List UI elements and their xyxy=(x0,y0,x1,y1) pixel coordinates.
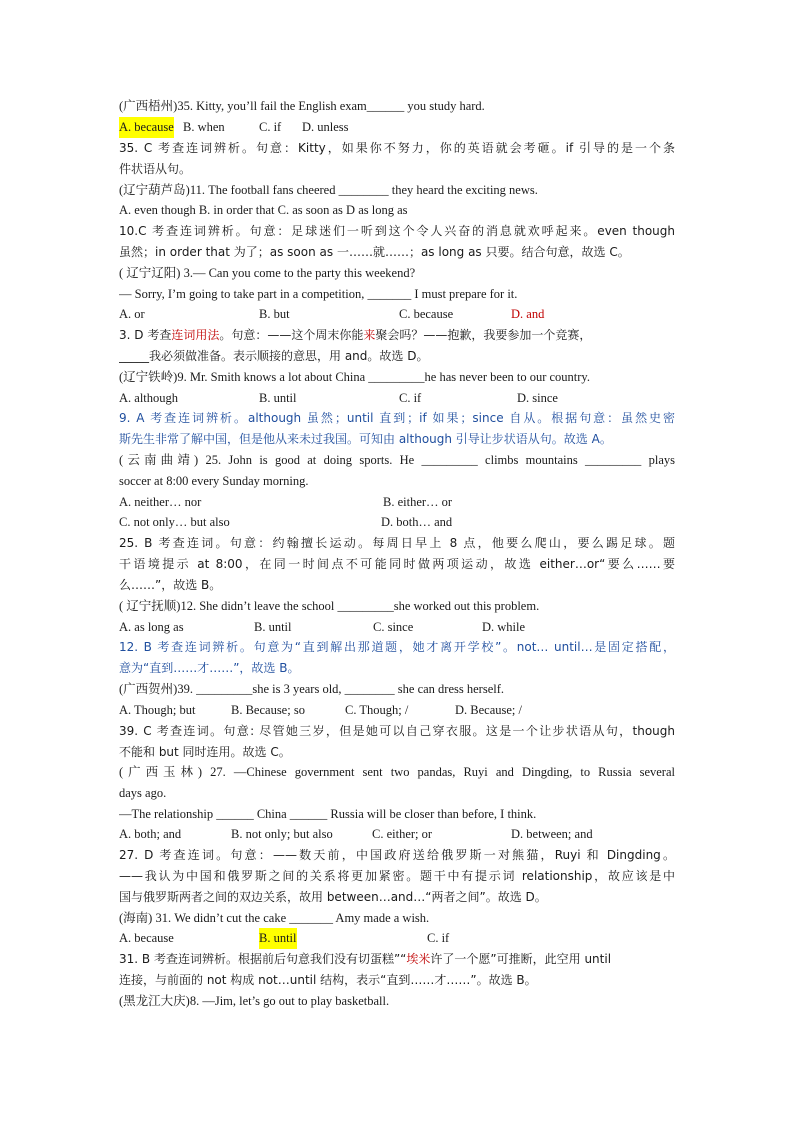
answer-explanation: ——我认为中国和俄罗斯之间的关系将更加紧密。题干中有提示词 relationship，故应该是中 xyxy=(119,869,675,883)
answer-explanation: 虽然；in order that 为了；as soon as 一……就……；as long as 只要。结合句意，故选 C。 xyxy=(119,245,630,259)
options-row xyxy=(119,304,675,325)
answer-explanation xyxy=(119,325,675,346)
question-stem: (黑龙江大庆)8. —Jim, let’s go out to play basketball. xyxy=(119,994,390,1008)
option-b: B. until xyxy=(254,620,292,634)
option-c: C. either; or xyxy=(372,827,433,841)
option-b: B. but xyxy=(259,307,290,321)
answer-explanation: 10.C 考查连词辨析。句意：足球迷们一听到这个令人兴奋的消息就欢呼起来。even though xyxy=(119,224,675,238)
options-row xyxy=(119,700,675,721)
option-c: C. since xyxy=(373,620,414,634)
answer-highlight: 连词用法 xyxy=(171,328,220,342)
answer-highlight: 来 xyxy=(363,328,376,342)
option-b: B. when xyxy=(183,120,225,134)
options-row xyxy=(119,512,675,533)
option-d: D. Because; / xyxy=(455,703,522,717)
option-a: A. although xyxy=(119,391,179,405)
answer-explanation: 斯先生非常了解中国，但是他从来未过我国。可知由 although 引导让步状语从句。故选 A。 xyxy=(119,432,612,446)
option-a: A. because xyxy=(119,117,174,138)
question-stem: (云南曲靖) 25. John is good at doing sports. He _________ climbs mountains _________ plays xyxy=(119,453,675,467)
question-stem: — Sorry, I’m going to take part in a competition, _______ I must prepare for it. xyxy=(119,287,518,301)
option-c: C. because xyxy=(399,307,454,321)
question-stem: (广西贺州)39. _________she is 3 years old, ________ she can dress herself. xyxy=(119,682,505,696)
option-b: B. not only; but also xyxy=(231,827,333,841)
option-a: A. or xyxy=(119,307,145,321)
option-d: D. between; and xyxy=(511,827,593,841)
option-b: B. until xyxy=(259,928,297,949)
options-row xyxy=(119,824,675,845)
answer-explanation: _____我必须做准备。表示顺接的意思，用 and。故选 D。 xyxy=(119,349,429,363)
question-stem: (辽宁铁岭)9. Mr. Smith knows a lot about China _________he has never been to our country. xyxy=(119,370,590,384)
option-c: C. not only… but also xyxy=(119,515,230,529)
options-row xyxy=(119,388,675,409)
options-row xyxy=(119,617,675,638)
answer-explanation: 9. A 考查连词辨析。although 虽然；until 直到；if 如果；since 自从。根据句意：虽然史密 xyxy=(119,411,675,425)
option-b: B. Because; so xyxy=(231,703,305,717)
answer-explanation: 12. B 考查连词辨析。句意为“直到解出那道题，她才离开学校”。not… until…是固定搭配， xyxy=(119,640,675,654)
answer-text: 31. B 考查连词辨析。根据前后句意我们没有切蛋糕”“ xyxy=(119,952,407,966)
answer-text: 聚会吗？——抱歉，我要参加一个竞赛， xyxy=(375,328,592,342)
option-b: B. either… or xyxy=(383,495,453,509)
question-stem: days ago. xyxy=(119,786,167,800)
option-c: C. if xyxy=(427,931,450,945)
question-stem: (海南) 31. We didn’t cut the cake _______ Amy made a wish. xyxy=(119,911,430,925)
options-row: A. even though B. in order that C. as soon as D as long as xyxy=(119,203,408,217)
option-a: A. because xyxy=(119,931,174,945)
option-d: D. unless xyxy=(302,120,349,134)
question-stem: (辽宁葫芦岛)11. The football fans cheered ________ they heard the exciting news. xyxy=(119,183,538,197)
answer-text: 。句意：——这个周末你能 xyxy=(219,328,364,342)
answer-explanation: 意为“直到……才……”，故选 B。 xyxy=(119,661,300,675)
question-stem: (广西玉林) 27. —Chinese government sent two pandas, Ruyi and Dingding, to Russia several xyxy=(119,765,675,779)
option-d: D. and xyxy=(511,307,545,321)
answer-explanation: 国与俄罗斯两者之间的双边关系，故用 between…and…“两者之间”。故选 D。 xyxy=(119,890,547,904)
option-d: D. since xyxy=(517,391,558,405)
option-a: A. both; and xyxy=(119,827,182,841)
question-stem: —The relationship ______ China ______ Russia will be closer than before, I think. xyxy=(119,807,537,821)
answer-explanation: 35. C 考查连词辨析。句意：Kitty，如果你不努力，你的英语就会考砸。if 引导的是一个条 xyxy=(119,141,675,155)
option-b: B. until xyxy=(259,391,297,405)
question-stem: ( 辽宁抚顺)12. She didn’t leave the school _________she worked out this problem. xyxy=(119,599,540,613)
option-c: C. if xyxy=(259,120,282,134)
option-c: C. Though; / xyxy=(345,703,409,717)
answer-explanation: 39. C 考查连词。句意: 尽管她三岁，但是她可以自己穿衣服。这是一个让步状语从句，though xyxy=(119,724,675,738)
option-d: D. both… and xyxy=(381,515,453,529)
option-a: A. as long as xyxy=(119,620,184,634)
question-stem: soccer at 8:00 every Sunday morning. xyxy=(119,474,309,488)
answer-explanation xyxy=(119,949,675,970)
answer-explanation: 25. B 考查连词。句意：约翰擅长运动。每周日早上 8 点，他要么爬山，要么踢足球。题 xyxy=(119,536,675,550)
question-stem: (广西梧州)35. Kitty, you’ll fail the English exam______ you study hard. xyxy=(119,99,485,113)
answer-explanation: 件状语从句。 xyxy=(119,162,192,176)
options-row xyxy=(119,492,675,513)
answer-explanation: 干语境提示 at 8:00，在同一时间点不可能同时做两项运动，故选 either…or“要么……要 xyxy=(119,557,675,571)
option-a: A. neither… nor xyxy=(119,495,202,509)
answer-text: 3. D 考查 xyxy=(119,328,172,342)
answer-text: 许了一个愿”可推断，此空用 until xyxy=(430,952,612,966)
answer-highlight: 埃米 xyxy=(406,952,431,966)
options-row xyxy=(119,928,675,949)
option-d: D. while xyxy=(482,620,526,634)
answer-explanation: 么……”，故选 B。 xyxy=(119,578,222,592)
option-a: A. Though; but xyxy=(119,703,196,717)
options-row xyxy=(119,117,675,138)
answer-explanation: 27. D 考查连词。句意：——数天前，中国政府送给俄罗斯一对熊猫，Ruyi 和 Dingding。 xyxy=(119,848,675,862)
answer-explanation: 连接，与前面的 not 构成 not…until 结构，表示“直到……才……”。故选 B。 xyxy=(119,973,537,987)
question-stem: ( 辽宁辽阳) 3.— Can you come to the party this weekend? xyxy=(119,266,416,280)
option-c: C. if xyxy=(399,391,422,405)
answer-explanation: 不能和 but 同时连用。故选 C。 xyxy=(119,745,291,759)
